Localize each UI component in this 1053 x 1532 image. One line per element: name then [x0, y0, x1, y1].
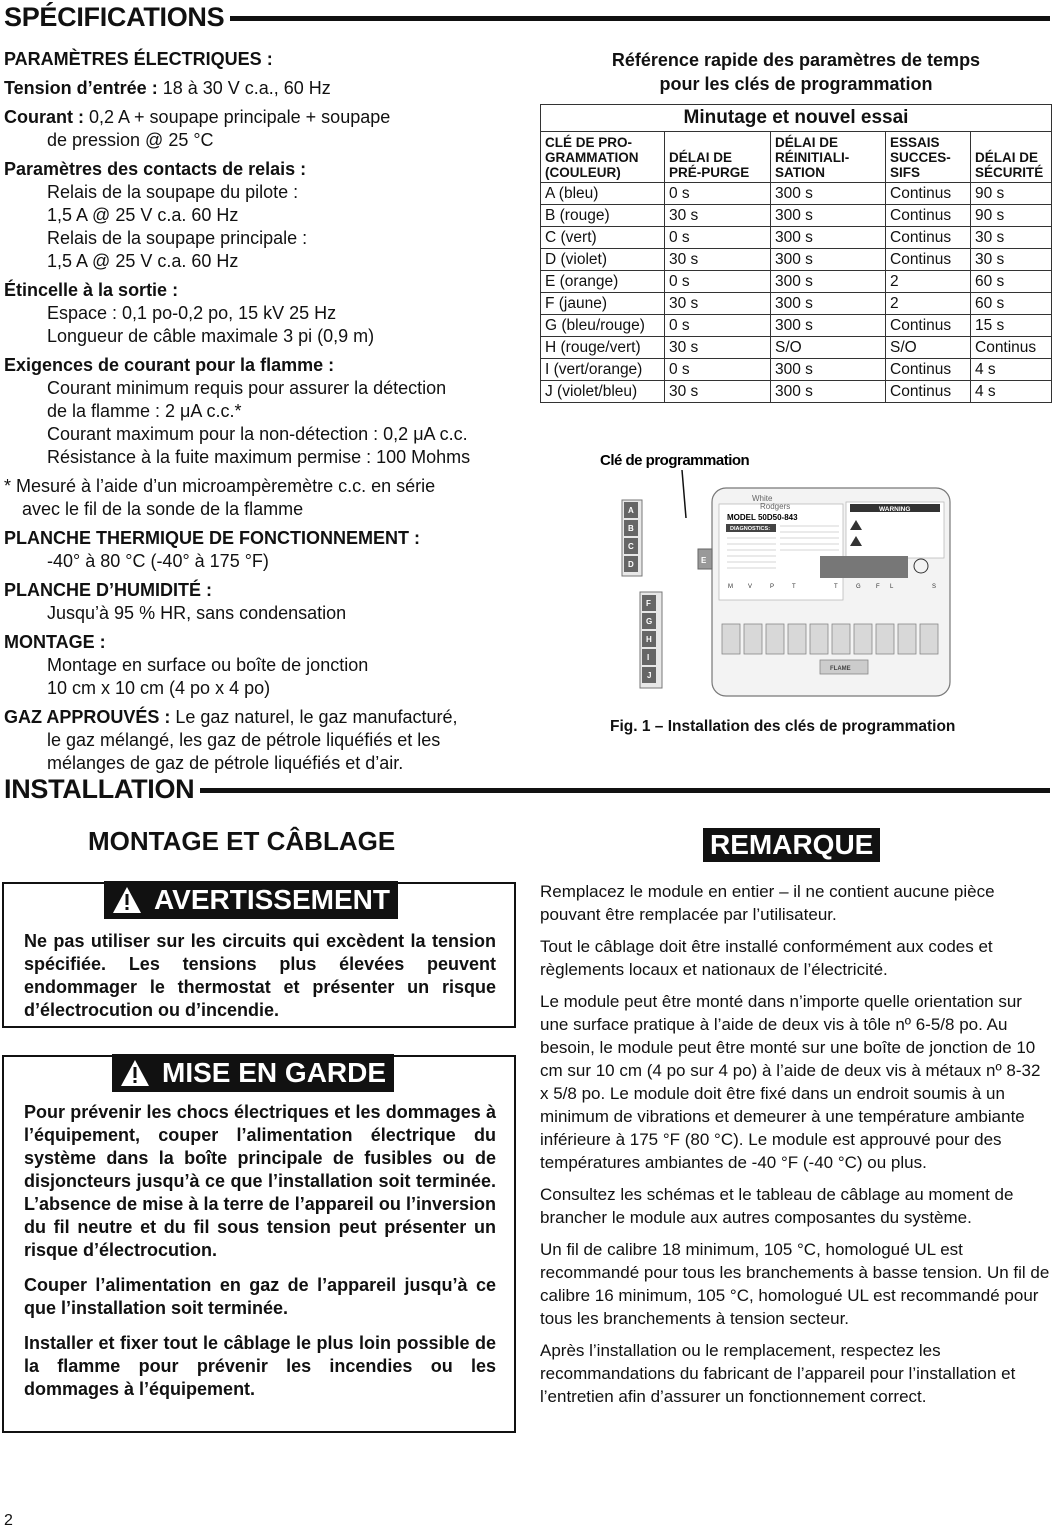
voltage-line: Tension d’entrée : 18 à 30 V c.a., 60 Hz	[4, 78, 331, 98]
table-cell: H (rouge/vert)	[541, 337, 665, 359]
table-cell: 300 s	[771, 205, 886, 227]
programming-key-figure	[594, 448, 1034, 708]
table-cell: 30 s	[665, 293, 771, 315]
svg-text:E: E	[701, 556, 707, 565]
table-cell: 30 s	[665, 205, 771, 227]
table-row	[541, 359, 1052, 381]
key-strip-fghij	[640, 592, 662, 688]
table-cell: 60 s	[971, 293, 1052, 315]
svg-text:DIAGNOSTICS:: DIAGNOSTICS:	[730, 526, 771, 532]
svg-text:B: B	[628, 524, 634, 533]
table-caption: Minutage et nouvel essai	[541, 105, 1052, 132]
table-cell: Continus	[886, 381, 971, 403]
table-cell: 300 s	[771, 293, 886, 315]
specs-column: PARAMÈTRES ÉLECTRIQUES : Tension d’entrée : 18 à 30 V c.a., 60 Hz Courant : 0,2 A + soupape principale + soupape de pression @ 25 °C Paramètres des contacts de relais : Relais de la soupape du pilote : 1,5 A @ 25 V c.a. 60 Hz Relais de la soupape principale : 1,5 A @ 25 V c.a. 60 Hz Étincelle à la sortie : Espace : 0,1 po-0,2 po, 15 kV 25 Hz Longueur de câble maximale 3 pi (0,9 m) Exigences de courant pour la flamme : Courant minimum requis pour assurer la détection de la flamme : 2 μA c.c.* Courant maximum pour la non-détection : 0,2 μA c.c. Résistance à la fuite maximum permise : 100 Mohms * Mesuré à l’aide d’un microampèremètre c.c. en série avec le fil de la sonde de la flamme PLANCHE THERMIQUE DE FONCTIONNEMENT : -40° à 80 °C (-40° à 175 °F) PLANCHE D’HUMIDITÉ : Jusqu’à 95 % HR, sans condensation MONTAGE : Montage en surface ou boîte de jonction 10 cm x 10 cm (4 po x 4 po) GAZ APPROUVÉS : Le gaz naturel, le gaz manufacturé, le gaz mélangé, les gaz de pétrole liquéfiés et les mélanges de gaz de pétrole liquéfiés et d’air.	[4, 48, 524, 775]
install-heading: INSTALLATION	[4, 772, 1050, 806]
svg-text:P: P	[770, 584, 775, 590]
table-cell: Continus	[886, 183, 971, 205]
footnote: * Mesuré à l’aide d’un microampèremètre c.c. en série	[4, 476, 436, 496]
caution-text: Pour prévenir les chocs électriques et les dommages à l’équipement, couper l’alimentation électrique du système dans la boîte principale de fusibles ou de disjoncteurs jusqu’à ce que l’installation soit terminée. L’absence de mise à la terre de l’appareil ou l’inversion du fil neutre et du fil sous tension peut présenter un risque d’électrocution. Couper l’alimentation en gaz de l’appareil jusqu’à ce que l’installation soit terminée. Installer et fixer tout le câblage le plus loin possible de la flamme pour prévenir les incendies ou les dommages à l’équipement.	[24, 1102, 496, 1399]
svg-text:T: T	[792, 584, 796, 590]
svg-text:WARNING: WARNING	[879, 506, 911, 513]
table-cell: 4 s	[971, 359, 1052, 381]
svg-text:J: J	[647, 671, 652, 680]
col-prepurge: DÉLAI DE PRÉ-PURGE	[665, 132, 771, 183]
mount-title: MONTAGE :	[4, 632, 106, 652]
table-cell: A (bleu)	[541, 183, 665, 205]
current-line: Courant : 0,2 A + soupape principale + soupape	[4, 107, 391, 127]
svg-text:FLAME: FLAME	[830, 666, 851, 672]
table-cell: 30 s	[971, 227, 1052, 249]
table-cell: G (bleu/rouge)	[541, 315, 665, 337]
table-cell: 4 s	[971, 381, 1052, 403]
svg-text:M: M	[728, 584, 733, 590]
quickref-title: Référence rapide des paramètres de temps pour les clés de programmation	[611, 50, 981, 94]
key-strip-abcd	[622, 500, 642, 576]
svg-text:A: A	[628, 506, 634, 515]
table-cell: 90 s	[971, 183, 1052, 205]
table-row	[541, 293, 1052, 315]
table-cell: 300 s	[771, 271, 886, 293]
table-cell: Continus	[886, 205, 971, 227]
table-cell: 300 s	[771, 183, 886, 205]
table-row	[541, 183, 1052, 205]
table-cell: 30 s	[665, 249, 771, 271]
table-cell: 60 s	[971, 271, 1052, 293]
table-cell: I (vert/orange)	[541, 359, 665, 381]
table-cell: B (rouge)	[541, 205, 665, 227]
svg-text:Rodgers: Rodgers	[760, 502, 791, 511]
table-row	[541, 337, 1052, 359]
table-cell: F (jaune)	[541, 293, 665, 315]
table-cell: E (orange)	[541, 271, 665, 293]
svg-text:I: I	[647, 653, 650, 662]
table-cell: 30 s	[665, 337, 771, 359]
table-cell: 0 s	[665, 315, 771, 337]
table-cell: 300 s	[771, 381, 886, 403]
relay-title: Paramètres des contacts de relais :	[4, 159, 307, 179]
table-cell: 300 s	[771, 227, 886, 249]
note-column: Remplacez le module en entier – il ne contient aucune pièce pouvant être remplacée par l’utilisateur. Tout le câblage doit être installé conformément aux codes et règlements locaux et nationaux de l’électricité. Le module peut être monté dans n’importe quelle orientation sur une surface pratique à l’aide de deux vis à tôle nº 6-5/8 po. Au besoin, le module peut être monté sur une boîte de jonction de 10 cm sur 10 cm (4 po sur 4 po) à l’aide de deux vis à métaux nº 8-32 x 5/8 po. Le module doit être fixé dans un endroit soumis à un minimum de vibrations et demeurer à une température ambiante inférieure à 175 °F (80 °C). Le module est approuvé pour des températures ambiantes de -40 °F (-40 °C) ou plus. Consultez les schémas et le tableau de câblage au moment de brancher le module aux autres composantes du système. Un fil de calibre 18 minimum, 105 °C, homologué UL est recommandé pour tous les branchements à basse tension. Un fil de calibre 16 minimum, 105 °C, homologué UL est recommandé pour tous les branchements à tension secteur. Après l’installation ou le remplacement, respectez les recommandations du fabricant de l’appareil pour l’installation et l’entretien afin d’assurer un fonctionnement correct.	[540, 882, 1050, 1406]
table-header-row	[541, 132, 1052, 183]
table-cell: Continus	[886, 249, 971, 271]
table-cell: Continus	[886, 359, 971, 381]
table-cell: C (vert)	[541, 227, 665, 249]
model-label: MODEL 50D50-843	[727, 513, 798, 522]
svg-text:V: V	[748, 584, 753, 590]
table-cell: 0 s	[665, 183, 771, 205]
table-cell: 30 s	[665, 381, 771, 403]
table-cell: Continus	[971, 337, 1052, 359]
warning-box	[2, 882, 516, 1028]
caution-box	[2, 1055, 516, 1433]
col-reset: DÉLAI DE RÉINITIALI- SATION	[771, 132, 886, 183]
svg-text:G: G	[646, 617, 653, 626]
table-row	[541, 249, 1052, 271]
svg-text:C: C	[628, 542, 634, 551]
caution-tag: MISE EN GARDE	[112, 1054, 394, 1092]
table-cell: 300 s	[771, 359, 886, 381]
table-cell: J (violet/bleu)	[541, 381, 665, 403]
col-key: CLÉ DE PRO- GRAMMATION (COULEUR)	[541, 132, 665, 183]
heading-rule	[200, 788, 1050, 793]
svg-text:White: White	[752, 494, 773, 503]
table-cell: Continus	[886, 227, 971, 249]
col-safety: DÉLAI DE SÉCURITÉ	[971, 132, 1052, 183]
table-row	[541, 315, 1052, 337]
thermal-title: PLANCHE THERMIQUE DE FONCTIONNEMENT :	[4, 528, 420, 548]
page-number: 2	[4, 1512, 13, 1529]
table-row	[541, 271, 1052, 293]
flame-title: Exigences de courant pour la flamme :	[4, 355, 335, 375]
svg-text:H: H	[646, 635, 652, 644]
table-cell: 90 s	[971, 205, 1052, 227]
specs-heading: SPÉCIFICATIONS	[4, 0, 1050, 34]
svg-text:T: T	[834, 584, 838, 590]
table-row	[541, 227, 1052, 249]
table-row	[541, 381, 1052, 403]
table-cell: 300 s	[771, 249, 886, 271]
svg-text:S: S	[932, 584, 937, 590]
col-trials: ESSAIS SUCCES- SIFS	[886, 132, 971, 183]
spark-title: Étincelle à la sortie :	[4, 280, 179, 300]
warning-text: Ne pas utiliser sur les circuits qui excèdent la tension spécifiée. Les tensions plus élevées peuvent endommager le thermostat et présenter un risque d’électrocution ou d’incendie.	[24, 931, 496, 1020]
figure-caption: Fig. 1 – Installation des clés de programmation	[610, 718, 956, 735]
note-tag: REMARQUE	[703, 828, 880, 862]
electrical-title: PARAMÈTRES ÉLECTRIQUES :	[4, 49, 273, 69]
svg-text:G: G	[856, 584, 861, 590]
table-cell: 30 s	[971, 249, 1052, 271]
warning-tag: AVERTISSEMENT	[104, 881, 398, 919]
table-cell: 0 s	[665, 271, 771, 293]
table-cell: 15 s	[971, 315, 1052, 337]
table-cell: 2	[886, 271, 971, 293]
table-row	[541, 205, 1052, 227]
svg-text:F: F	[646, 599, 651, 608]
table-cell: 2	[886, 293, 971, 315]
humidity-title: PLANCHE D’HUMIDITÉ :	[4, 580, 212, 600]
mounting-title: MONTAGE ET CÂBLAGE	[88, 826, 396, 856]
table-cell: 0 s	[665, 359, 771, 381]
module-illustration	[594, 448, 1034, 708]
table-cell: S/O	[886, 337, 971, 359]
gas-line: GAZ APPROUVÉS : Le gaz naturel, le gaz manufacturé,	[4, 707, 458, 727]
table-cell: Continus	[886, 315, 971, 337]
table-cell: D (violet)	[541, 249, 665, 271]
svg-text:L: L	[890, 584, 894, 590]
callout-label: Clé de programmation	[600, 452, 750, 469]
svg-text:D: D	[628, 560, 634, 569]
caution-triangle-icon	[120, 1059, 150, 1087]
quickref-table	[540, 104, 1052, 403]
svg-text:F: F	[876, 584, 880, 590]
table-cell: 0 s	[665, 227, 771, 249]
callout-line	[682, 470, 686, 518]
table-cell: 300 s	[771, 315, 886, 337]
table-cell: S/O	[771, 337, 886, 359]
heading-rule	[230, 16, 1050, 21]
warning-triangle-icon	[112, 886, 142, 914]
